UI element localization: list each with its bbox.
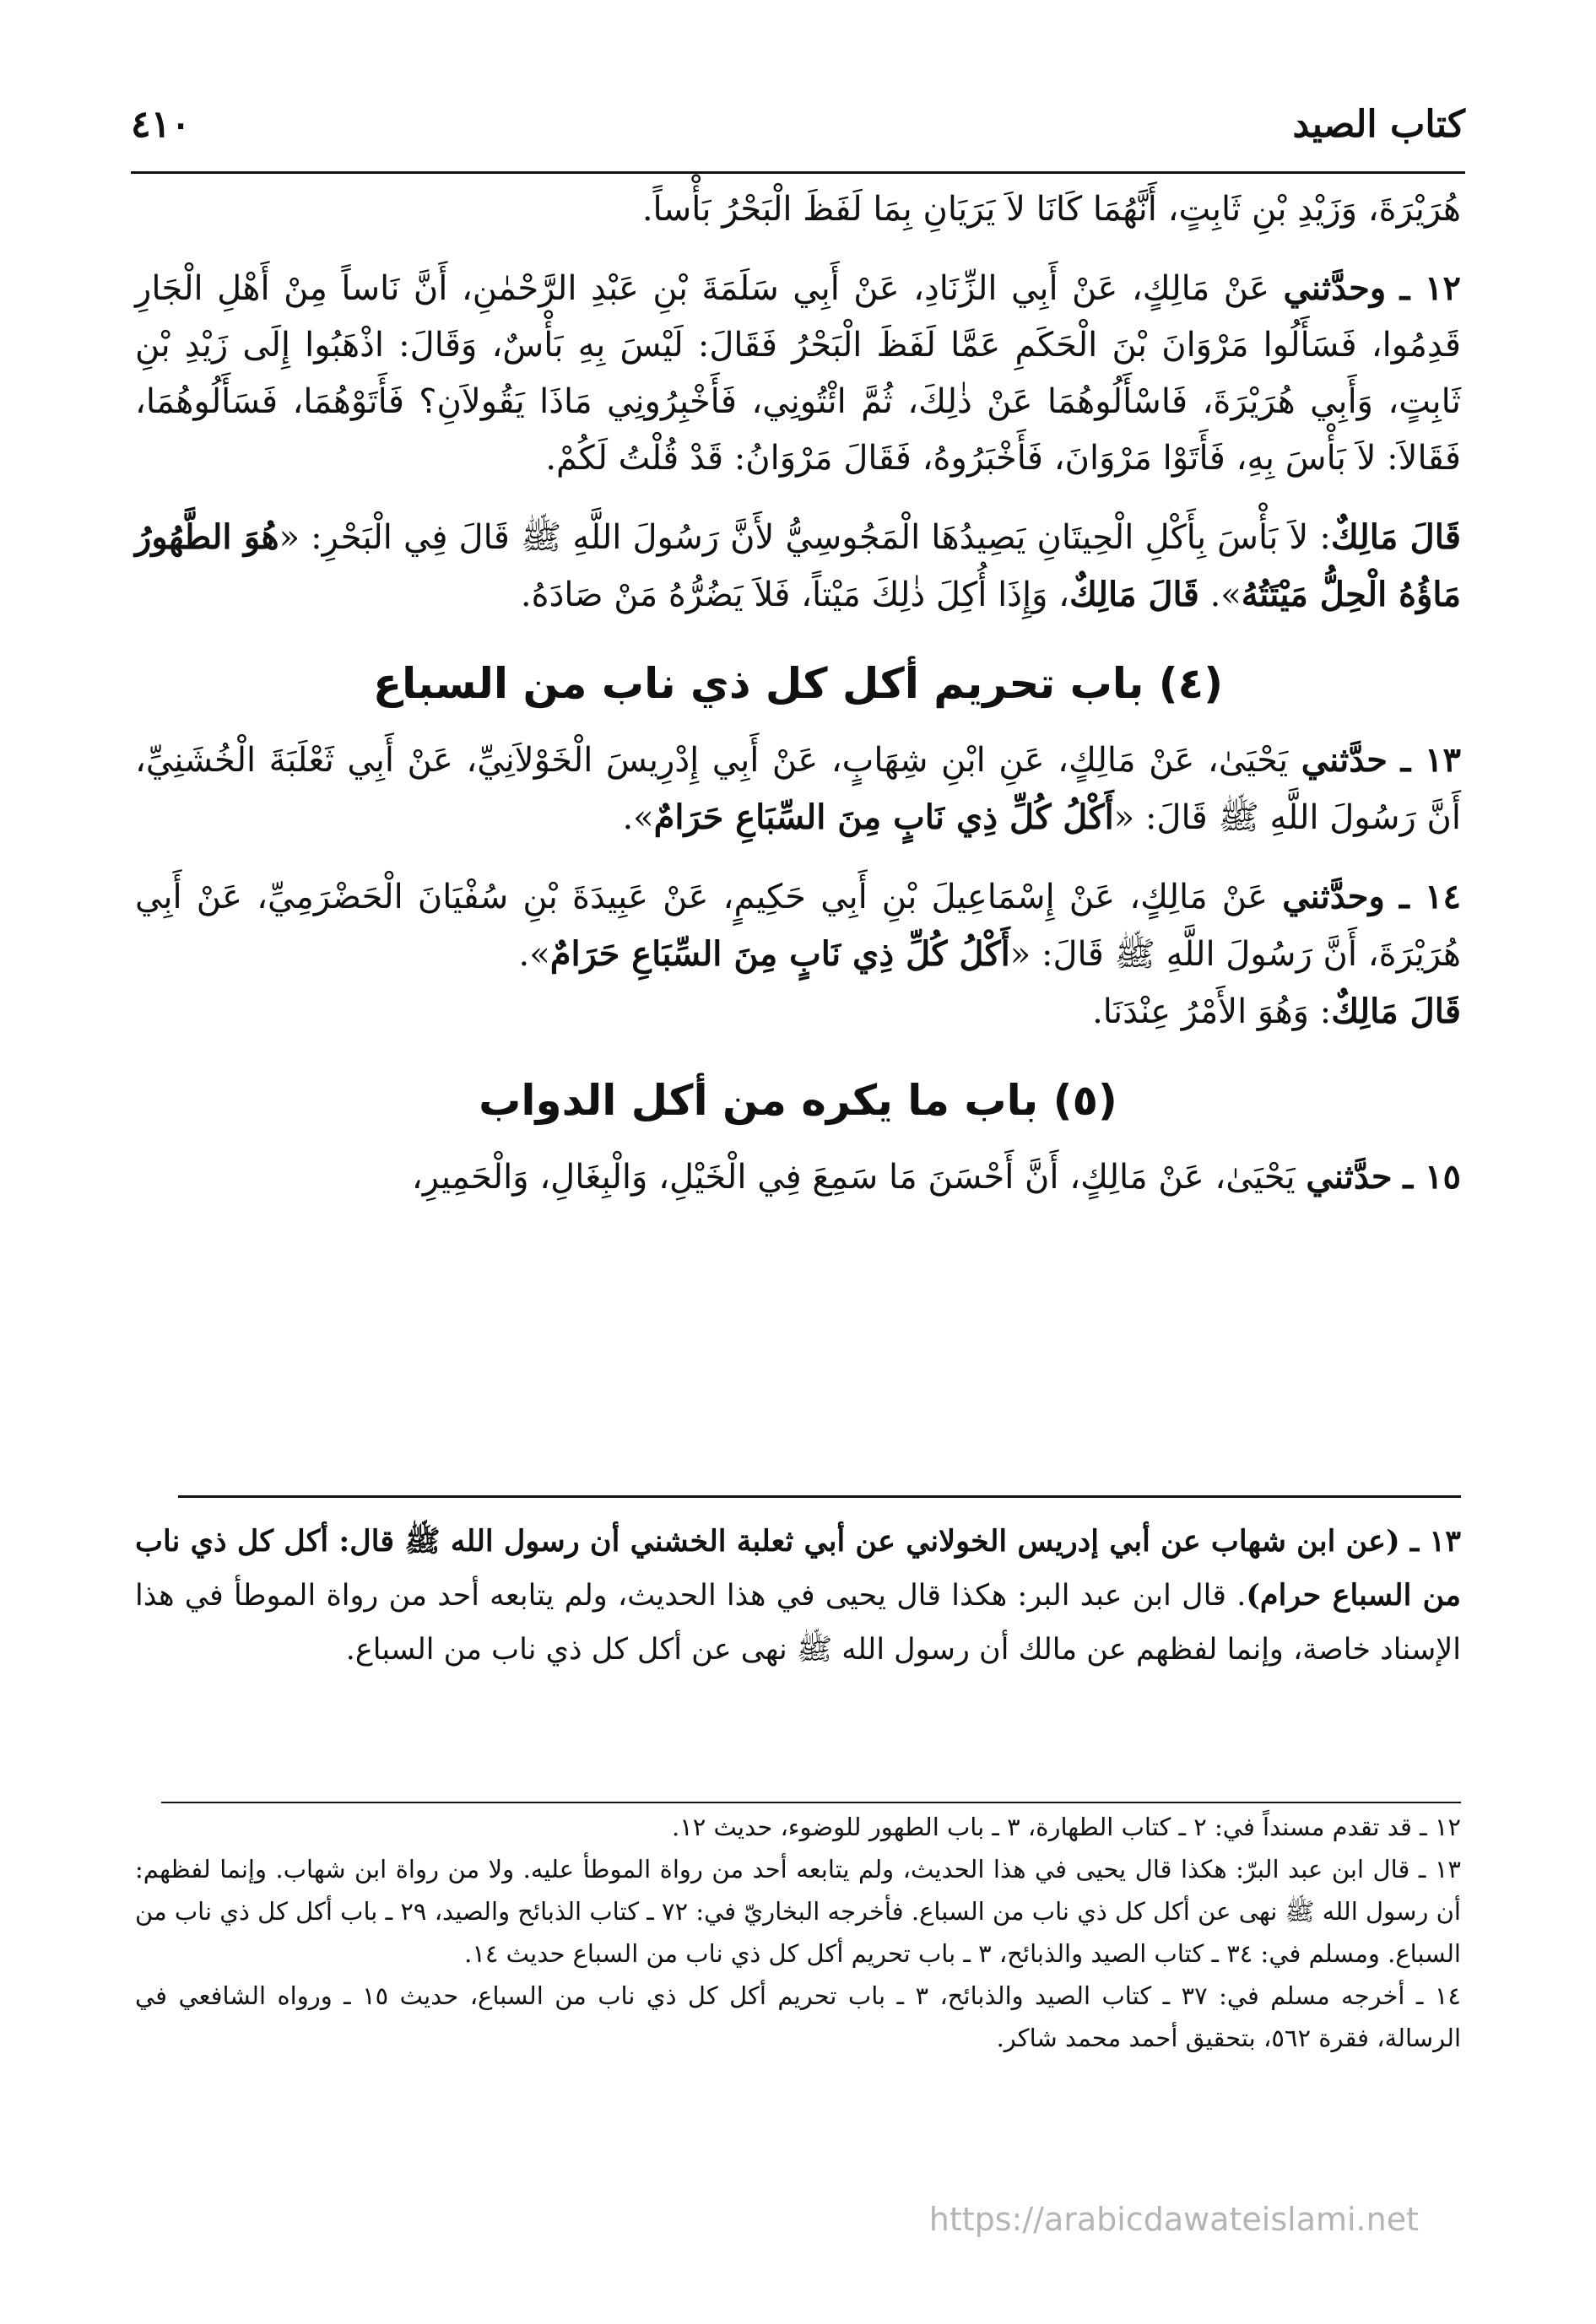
malik-text: : وَهُوَ الأَمْرُ عِنْدَنَا.	[1092, 992, 1332, 1031]
malik-lead-2: قَالَ مَالِكٌ	[1069, 575, 1199, 614]
hadith-15	[135, 1148, 1461, 1206]
malik-text-1: : لاَ بَأْسَ بِأَكْلِ الْحِيتَانِ يَصِيدُهَا الْمَجُوسِيُّ لأَنَّ رَسُولَ اللَّهِ ﷺ قَالَ فِي الْبَحْرِ: «	[279, 518, 1331, 557]
commentary-13	[135, 1515, 1461, 1677]
watermark: https://arabicdawateislami.net	[928, 2201, 1419, 2238]
footnote-13: ١٣ ـ قال ابن عبد البرّ: هكذا قال يحيى في هذا الحديث، ولم يتابعه أحد من رواة الموطأ عليه. ولا من رواة ابن شهاب. وإنما لفظهم: أن رسول الله ﷺ نهى عن أكل كل ذي ناب من السباع. فأخرجه البخاريّ في: ٧٢ ـ كتاب الذبائح والصيد، ٢٩ ـ باب أكل كل ذي ناب من السباع. ومسلم في: ٣٤ ـ كتاب الصيد والذبائح، ٣ ـ باب تحريم أكل كل ذي ناب من السباع حديث ١٤.	[135, 1855, 1461, 1968]
malik-text-3: ، وَإِذَا أُكِلَ ذٰلِكَ مَيْتاً، فَلاَ يَضُرُّهُ مَنْ صَادَهُ.	[520, 576, 1070, 614]
paragraph-continuation	[135, 181, 1461, 238]
hadith-lead: وحدَّثني	[1283, 268, 1387, 308]
hadith-text: يَحْيَىٰ، عَنْ مَالِكٍ، أَنَّ أَحْسَنَ مَا سَمِعَ فِي الْخَيْلِ، وَالْبِغَالِ، وَالْحَمِيرِ،	[411, 1158, 1296, 1197]
prophetic-quote: أَكْلُ كُلِّ ذِي نَابٍ مِنَ السِّبَاعِ حَرَامٌ	[653, 797, 1114, 837]
footnote-14: ١٤ ـ أخرجه مسلم في: ٣٧ ـ كتاب الصيد والذبائح، ٣ ـ باب تحريم أكل كل ذي ناب من السباع، حديث ١٥ ـ ورواه الشافعي في الرسالة، فقرة ٥٦٢، بتحقيق أحمد محمد شاكر.	[135, 1981, 1461, 2052]
malik-lead: قَالَ مَالِكٌ	[1331, 992, 1461, 1031]
footnotes-rule	[161, 1802, 1461, 1803]
running-header	[131, 95, 1465, 170]
hadith-number: ١٢ ـ	[1399, 268, 1462, 308]
hadith-text: عَنْ مَالِكٍ، عَنْ أَبِي الزِّنَادِ، عَنْ أَبِي سَلَمَةَ بْنِ عَبْدِ الرَّحْمٰنِ، أَنَّ نَاساً مِنْ أَهْلِ الْجَارِ قَدِمُوا، فَسَأَلُوا مَرْوَانَ بْنَ الْحَكَمِ عَمَّا لَفَظَ الْبَحْرُ فَقَالَ: لَيْسَ بِهِ بَأْسٌ، وَقَالَ: اذْهَبُوا إِلَى زَيْدِ بْنِ ثَابِتٍ، وَأَبِي هُرَيْرَةَ، فَاسْأَلُوهُمَا عَنْ ذٰلِكَ، ثُمَّ ائْتُونِي، فَأَخْبِرُونِي مَاذَا يَقُولاَنِ؟ فَأَتَوْهُمَا، فَسَأَلُوهُمَا، فَقَالاَ: لاَ بَأْسَ بِهِ، فَأَتَوْا مَرْوَانَ، فَأَخْبَرُوهُ، فَقَالَ مَرْوَانُ: قَدْ قُلْتُ لَكُمْ.	[135, 269, 1461, 478]
commentary-text: . قال ابن عبد البر: هكذا قال يحيى في هذا الحديث، ولم يتابعه أحد من رواة الموطأ في هذا الإسناد خاصة، وإنما لفظهم عن مالك أن رسول الله ﷺ نهى عن أكل كل ذي ناب من السباع.	[135, 1579, 1461, 1667]
malik-lead: قَالَ مَالِكٌ	[1330, 517, 1461, 557]
hadith-12	[135, 260, 1461, 487]
hadith-lead: وحدَّثني	[1282, 877, 1385, 916]
header-rule	[131, 171, 1465, 174]
prophetic-quote: أَكْلُ كُلِّ ذِي نَابٍ مِنَ السِّبَاعِ حَرَامٌ	[549, 934, 1010, 974]
hadith-number: ١٣ ـ	[1400, 740, 1461, 780]
quote-end: ».	[622, 798, 654, 837]
hadith-text: يَحْيَىٰ، عَنْ مَالِكٍ، عَنِ ابْنِ شِهَابٍ، عَنْ أَبِي إِدْرِيسَ الْخَوْلاَنِيِّ، عَنْ أَبِي ثَعْلَبَةَ الْخُشَنِيِّ، أَنَّ رَسُولَ اللَّهِ ﷺ قَالَ: «	[135, 741, 1461, 837]
hadith-text: عَنْ مَالِكٍ، عَنْ إِسْمَاعِيلَ بْنِ أَبِي حَكِيمٍ، عَنْ عَبِيدَةَ بْنِ سُفْيَانَ الْحَضْرَمِيِّ، عَنْ أَبِي هُرَيْرَةَ، أَنَّ رَسُولَ اللَّهِ ﷺ قَالَ: «	[135, 878, 1461, 974]
chapter-heading-4: (٤) باب تحريم أكل كل ذي ناب من السباع	[372, 659, 1224, 708]
commentary	[135, 1515, 1461, 1677]
page-number: ٤١٠	[131, 103, 191, 146]
hadith-lead: حدَّثني	[1306, 1157, 1393, 1197]
hadith-lead: حدَّثني	[1301, 740, 1388, 780]
hadith-13	[135, 732, 1461, 846]
prophetic-quote: هُوَ الطَّهُورُ مَاؤُهُ الْحِلُّ مَيْتَتُهُ	[135, 517, 1461, 614]
main-text	[135, 181, 1461, 1228]
footnote-12: ١٢ ـ قد تقدم مسنداً في: ٢ ـ كتاب الطهارة، ٣ ـ باب الطهور للوضوء، حديث ١٢.	[671, 1813, 1461, 1841]
hadith-number: ١٤ ـ	[1399, 877, 1461, 916]
footnotes	[135, 1806, 1461, 2059]
hadith-14	[135, 868, 1461, 1040]
book-title: كتاب الصيد	[1292, 103, 1465, 146]
commentary-rule	[178, 1495, 1461, 1498]
chapter-heading-5: (٥) باب ما يكره من أكل الدواب	[479, 1076, 1117, 1125]
hadith-number: ١٥ ـ	[1403, 1157, 1461, 1197]
malik-comment	[135, 509, 1461, 624]
quote-end: ».	[518, 935, 550, 974]
continuation-text: هُرَيْرَةَ، وَزَيْدِ بْنِ ثَابِتٍ، أَنَّهُمَا كَانَا لاَ يَرَيَانِ بِمَا لَفَظَ الْبَحْرُ بَأْساً.	[641, 190, 1461, 229]
malik-text-2: ».	[1198, 576, 1242, 614]
commentary-bold: ١٣ ـ (عن ابن شهاب عن أبي إدريس الخولاني عن أبي ثعلبة الخشني أن رسول الله ﷺ قال: أكل كل ذي ناب من السباع حرام)	[135, 1524, 1461, 1613]
